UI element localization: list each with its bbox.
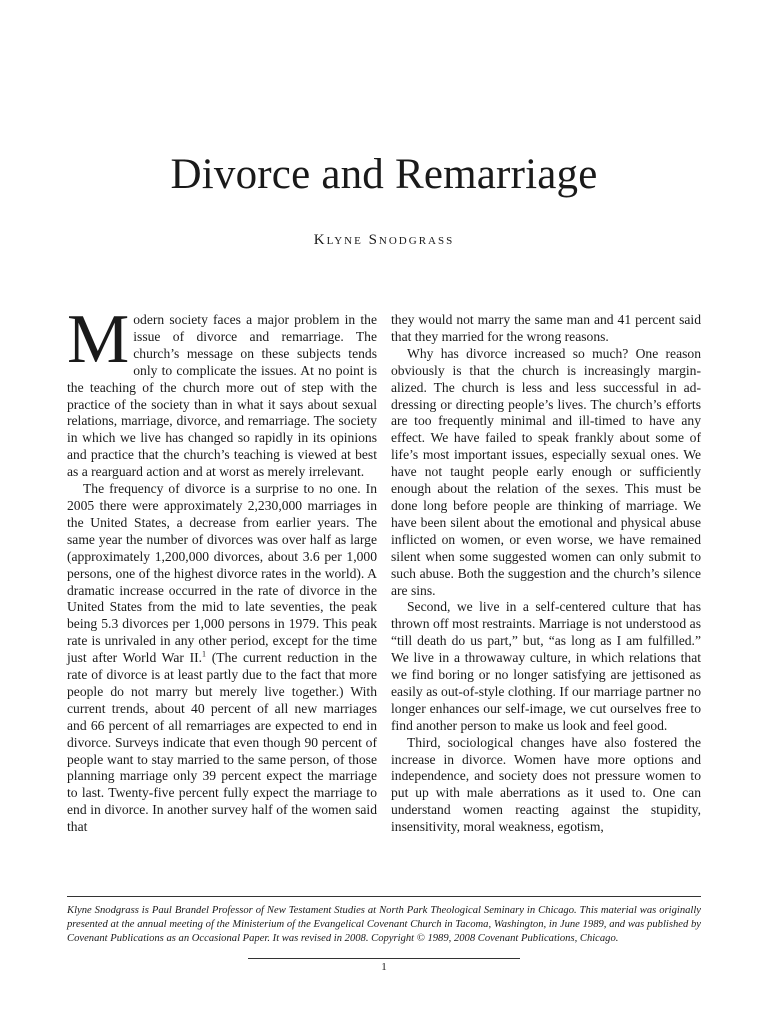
drop-cap: M [67, 301, 130, 378]
text-column-right [391, 312, 701, 836]
paragraph-text: odern society faces a major problem in the issue of divorce and remarriage. The church’s message on these subjects tends only to complicate the issues. At no point is the teaching of the church more out of step with the practice of the society than in what it says about sexual relations, marriage, divorce, and remarriage. The society in which we live has changed so rapidly in its opinions and practice that the church’s teaching is viewed at best as a rearguard action and at worst as merely irrelevant. [67, 312, 377, 480]
paragraph: Why has divorce increased so much? One reason obviously is that the church is increasingly marginalized. The church is less and less successful in addressing or directing people’s lives. The church’s efforts are too frequently minimal and ill-timed to have any effect. We have failed to speak frankly about some of life’s most important issues, especially sexual ones. We have not taught people early enough or sufficiently enough about the relation of the sexes. This must be done long before people are thinking of marriage. We have been silent about the emotional and physical abuse inflicted on women, or even worse, we have remained silent when some suggested women can only submit to such abuse. Both the suggestion and the church’s silence are sins. [391, 345, 701, 598]
paragraph: Second, we live in a self-centered culture that has thrown off most restraints. Marriage is not understood as “till death do us part,” but, “as long as I am fulfilled.” We live in a throwaway culture, in which relations that we find boring or no longer satisfying are jettisoned as easily as out-of-style clothing. If our marriage partner no longer enhances our self-image, we cut ourselves free to find another person to make us look and feel good. [391, 599, 701, 733]
paragraph [67, 301, 377, 481]
article-title: Divorce and Remarriage [170, 151, 598, 198]
paragraph: Third, sociological changes have also fostered the increase in divorce. Women have more options and independence, and society does not pressure women to put up with male aberrations as it used to. One can understand women reacting against the stupidity, insensitivity, moral weakness, egotism, [391, 734, 701, 835]
author-footnote: Klyne Snodgrass is Paul Brandel Professor of New Testament Studies at North Park Theological Seminary in Chicago. This material was originally presented at the annual meeting of the Ministerium of the Evangelical Covenant Church in Tacoma, Washington, in June 1989, and was published by Covenant Publications as an Occasional Paper. It was revised in 2008. Copyright © 1989, 2008 Covenant Publications, Chicago. [67, 905, 701, 944]
footnote-divider [67, 896, 701, 897]
page-number-divider [248, 958, 520, 959]
footnote-reference: 1 [202, 649, 207, 659]
paragraph-text: The frequency of divorce is a surprise to no one. In 2005 there were approximately 2,230,000 marriages in the United States, a decrease from earlier years. The same year the number of divorces was over half as large (approximately 1,200,000 divorces, about 3.6 per 1,000 persons, one of the highest divorce rates in the world). A dramatic increase occurred in the rate of divorce in the United States from the mid to late seventies, the peak being 5.3 divorces per 1,000 persons in 1979. This peak rate is unrivaled in any other period, except for the time just after World War II. [67, 481, 377, 666]
paragraph-text: (The current reduction in the rate of divorce is at least partly due to the fact that more people do not marry but merely live together.) With current trends, about 40 percent of all new marriages and 66 percent of all remarriages are expected to end in divorce. Surveys indicate that even though 90 percent of people want to stay married to the same person, of those planning marriage only 39 percent expect the marriage to last. Twenty-five percent fully expect the marriage to end in divorce. In another survey half of the women said that [67, 650, 377, 835]
page-number: 1 [381, 961, 387, 973]
article-author: Klyne Snodgrass [313, 232, 455, 248]
paragraph: they would not marry the same man and 41 percent said that they married for the wrong reasons. [391, 312, 701, 344]
text-column-left [67, 301, 377, 836]
paragraph [67, 481, 377, 836]
